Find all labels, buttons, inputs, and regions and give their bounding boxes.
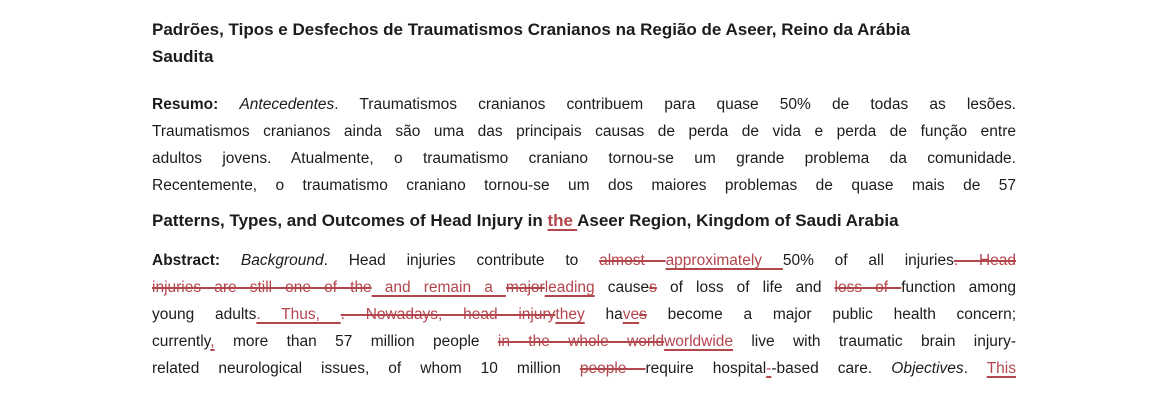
inserted-text: the: [547, 211, 578, 230]
text-segment: Traumatismos cranianos ainda são uma das principais causas de perda de vida e perda de função entre: [152, 123, 1016, 140]
text-segment: Patterns, Types, and Outcomes of Head Injury in: [152, 211, 548, 230]
text-segment: . Traumatismos cranianos contribuem para quase 50% de todas as lesões.: [334, 96, 1016, 113]
text-line: [152, 301, 1016, 328]
text-line: [152, 247, 1016, 274]
text-line: [152, 207, 1016, 234]
english-abstract-paragraph: [152, 247, 1016, 382]
text-segment: Antecedentes: [239, 96, 335, 113]
deleted-text: s: [649, 279, 657, 296]
text-line: [152, 328, 1016, 355]
text-segment: currently: [152, 333, 211, 350]
text-segment: .: [963, 360, 987, 377]
english-title: [152, 207, 1016, 234]
deleted-text: loss of: [834, 279, 902, 296]
text-segment: become a major public health concern;: [646, 306, 1016, 323]
deleted-text: injuries are still one of the: [152, 279, 372, 296]
inserted-text: worldwide: [664, 333, 734, 350]
portuguese-title: [152, 16, 1016, 70]
inserted-text: leading: [544, 279, 595, 296]
text-segment: Recentemente, o traumatismo craniano tornou-se um dos maiores problemas de quase mais de 57: [152, 177, 1016, 194]
text-segment: cause: [594, 279, 650, 296]
text-segment: Background: [240, 252, 324, 269]
text-segment: 50% of all injuries: [782, 252, 954, 269]
text-line: [152, 118, 1016, 145]
text-segment: Objectives: [891, 360, 964, 377]
deleted-text: almost: [599, 252, 666, 269]
text-segment: function among: [901, 279, 1016, 296]
text-segment: Saudita: [152, 47, 214, 66]
text-line: [152, 16, 1016, 43]
inserted-text: . Thus,: [256, 306, 341, 323]
text-line: [152, 145, 1016, 172]
deleted-text: s: [639, 306, 647, 323]
text-line: [152, 172, 1016, 199]
inserted-text: they: [555, 306, 585, 323]
deleted-text: in the whole world: [497, 333, 665, 350]
text-segment: of loss of life and: [656, 279, 835, 296]
text-segment: related neurological issues, of whom 10 million: [152, 360, 580, 377]
text-line: [152, 43, 1016, 70]
deleted-text: . Head: [953, 252, 1016, 269]
text-line: [152, 355, 1016, 382]
deleted-text: people: [579, 360, 646, 377]
inserted-text: ,: [210, 333, 215, 350]
text-segment: young adults: [152, 306, 257, 323]
text-segment: live with traumatic brain injury-: [733, 333, 1016, 350]
text-segment: Abstract:: [152, 252, 241, 269]
inserted-text: and remain a: [371, 279, 506, 296]
deleted-text: major: [505, 279, 545, 296]
inserted-text: -: [766, 360, 772, 377]
text-segment: Padrões, Tipos e Desfechos de Traumatismos Cranianos na Região de Aseer, Reino da Arábia: [152, 20, 911, 39]
inserted-text: ve: [622, 306, 640, 323]
inserted-text: approximately: [665, 252, 783, 269]
text-segment: . Head injuries contribute to: [323, 252, 600, 269]
text-segment: ha: [584, 306, 623, 323]
text-segment: -based care.: [771, 360, 892, 377]
portuguese-abstract-paragraph: [152, 91, 1016, 199]
text-segment: adultos jovens. Atualmente, o traumatismo craniano tornou-se um grande problema da comunidade.: [152, 150, 1016, 167]
text-line: [152, 91, 1016, 118]
text-segment: more than 57 million people: [214, 333, 498, 350]
text-segment: require hospital: [645, 360, 767, 377]
text-segment: Aseer Region, Kingdom of Saudi Arabia: [577, 211, 899, 230]
text-line: [152, 274, 1016, 301]
inserted-text: This: [986, 360, 1016, 377]
text-segment: Resumo:: [152, 96, 240, 113]
deleted-text: . Nowadays, head injury: [340, 306, 556, 323]
